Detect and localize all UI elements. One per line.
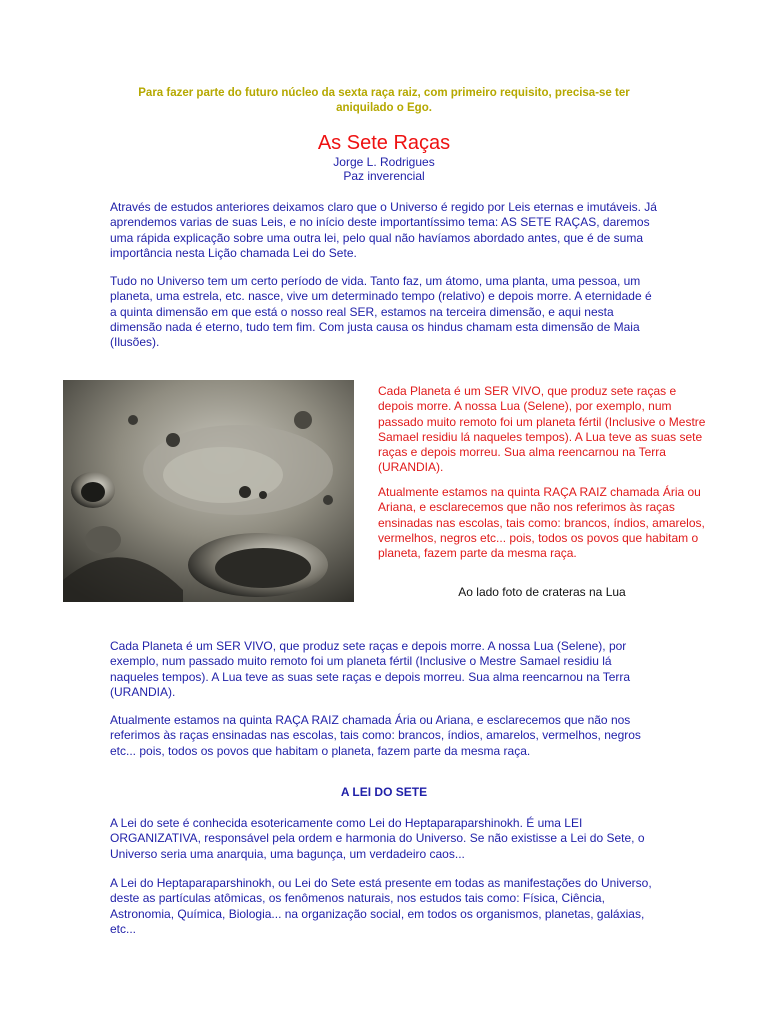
image-caption: Ao lado foto de crateras na Lua — [458, 585, 626, 599]
paragraph-living-planet: Cada Planeta é um SER VIVO, que produz sete raças e depois morre. A nossa Lua (Selene), por exemplo, num passado muito remoto foi um planeta fértil (Inclusive o Mestre Samael residiu lá naqueles tempos). A Lua teve as suas sete raças e depois morreu. Sua alma reencarnou na Terra (URANDIA). — [110, 639, 631, 699]
paragraph-fifth-race: Atualmente estamos na quinta RAÇA RAIZ chamada Ária ou Ariana, e esclarecemos que não nos referimos às raças ensinadas nas escolas, tais como: brancos, índios, amarelos, vermelhos, negros etc... pois, todos os povos que habitam o planeta, fazem parte da mesma raça. — [110, 713, 641, 758]
paragraph-intro-laws: Através de estudos anteriores deixamos claro que o Universo é regido por Leis eternas e imutáveis. Já aprendemos varias de suas Leis, e no início deste importantíssimo tema: AS SETE RAÇAS, daremos uma rápida explicação sobre uma outra lei, pelo qual não havíamos abordado antes, que é de suma importância nesta Lição chamada Lei do Sete. — [110, 200, 657, 260]
red-paragraph-living-planet: Cada Planeta é um SER VIVO, que produz sete raças e depois morre. A nossa Lua (Selene), por exemplo, num passado muito remoto foi um planeta fértil (Inclusive o Mestre Samael residiu lá naqueles tempos). A Lua teve as suas sete raças e depois morreu. Sua alma reencarnou na Terra (URANDIA). — [378, 384, 706, 475]
intro-note: Para fazer parte do futuro núcleo da sexta raça raiz, com primeiro requisito, precisa-se ter aniquilado o Ego. — [138, 87, 630, 114]
red-paragraph-fifth-race: Atualmente estamos na quinta RAÇA RAIZ chamada Ária ou Ariana, e esclarecemos que não nos referimos às raças ensinadas nas escolas, tais como: brancos, índios, amarelos, vermelhos, negros etc... pois, todos os povos que habitam o planeta, fazem parte da mesma raça. — [378, 485, 705, 561]
author-name: Jorge L. Rodrigues — [333, 155, 435, 169]
author-greeting: Paz inverencial — [343, 169, 425, 183]
page-title: As Sete Raças — [317, 132, 451, 154]
moon-craters-image — [63, 380, 354, 602]
section-heading-lei-do-sete: A LEI DO SETE — [340, 785, 428, 799]
paragraph-heptaparaparshinokh: A Lei do Heptaparaparshinokh, ou Lei do Sete está presente em todas as manifestações do Universo, deste as partículas atômicas, os fenômenos naturais, nos estudos tais como: Física, Ciência, Astronomia, Química, Biologia... na organização social, em todos os organismos, planetas, galáxias, etc... — [110, 876, 652, 936]
author-block — [0, 155, 768, 183]
paragraph-law-of-seven: A Lei do sete é conhecida esotericamente como Lei do Heptaparaparshinokh. É uma LEI ORGANIZATIVA, responsável pela ordem e harmonia do Universo. Se não existisse a Lei do Sete, o Universo seria uma anarquia, uma bagunça, um verdadeiro caos... — [110, 816, 645, 861]
paragraph-life-cycle: Tudo no Universo tem um certo período de vida. Tanto faz, um átomo, uma planta, uma pessoa, um planeta, uma estrela, etc. nasce, vive um determinado tempo (relativo) e depois morre. A eternidade é a quinta dimensão em que está o nosso real SER, estamos na terceira dimensão, e aqui nesta dimensão nada é eterno, tudo tem fim. Com justa causa os hindus chamam esta dimensão de Maia (Ilusões). — [110, 274, 652, 350]
